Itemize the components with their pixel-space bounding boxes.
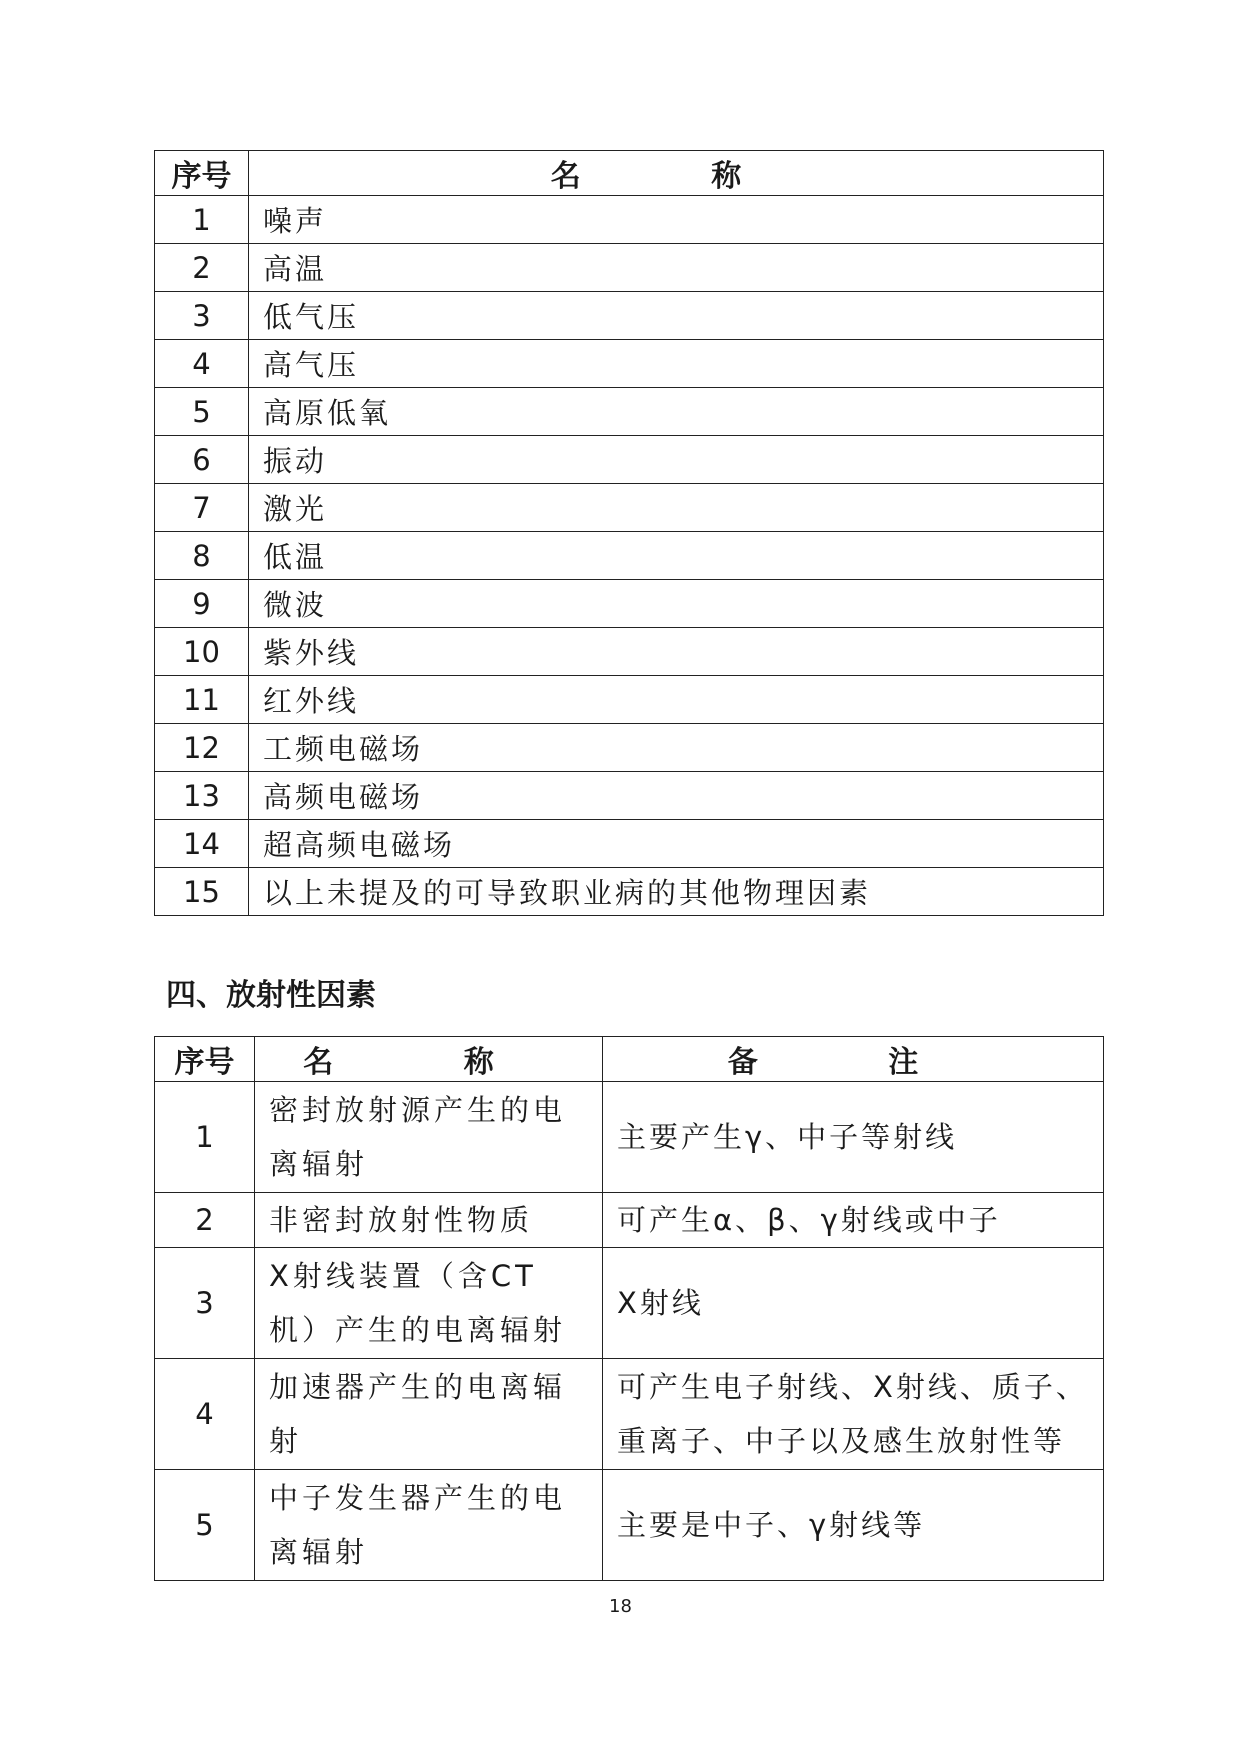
table-row	[155, 1248, 1104, 1359]
row-index: 7	[155, 484, 249, 532]
row-note: 主要是中子、γ射线等	[603, 1470, 1104, 1581]
table-row	[155, 1359, 1104, 1470]
table-row	[155, 772, 1104, 820]
table-header-row	[155, 1037, 1104, 1082]
header-name: 名 称	[249, 151, 1104, 196]
table-row	[155, 340, 1104, 388]
row-name: 高频电磁场	[249, 772, 1104, 820]
row-note: 主要产生γ、中子等射线	[603, 1082, 1104, 1193]
header-index: 序号	[155, 151, 249, 196]
row-index: 1	[155, 1082, 255, 1193]
table-row	[155, 868, 1104, 916]
row-name: 振动	[249, 436, 1104, 484]
row-index: 2	[155, 244, 249, 292]
row-index: 4	[155, 340, 249, 388]
row-note: 可产生α、β、γ射线或中子	[603, 1193, 1104, 1248]
table-row	[155, 244, 1104, 292]
row-index: 5	[155, 1470, 255, 1581]
table-row	[155, 628, 1104, 676]
table-header-row	[155, 151, 1104, 196]
table-row	[155, 724, 1104, 772]
table-row	[155, 196, 1104, 244]
table-row	[155, 1470, 1104, 1581]
header-name: 名 称	[255, 1037, 603, 1082]
row-name: 非密封放射性物质	[255, 1193, 603, 1248]
row-name: 激光	[249, 484, 1104, 532]
row-name: 高气压	[249, 340, 1104, 388]
section-heading: 四、放射性因素	[166, 978, 376, 1013]
table-row	[155, 436, 1104, 484]
row-name: 高原低氧	[249, 388, 1104, 436]
row-index: 12	[155, 724, 249, 772]
header-index: 序号	[155, 1037, 255, 1082]
row-name: 低气压	[249, 292, 1104, 340]
row-index: 6	[155, 436, 249, 484]
row-index: 8	[155, 532, 249, 580]
row-name: 红外线	[249, 676, 1104, 724]
row-index: 14	[155, 820, 249, 868]
row-index: 4	[155, 1359, 255, 1470]
page-number: 18	[609, 1596, 632, 1617]
radioactive-factors-table	[154, 1036, 1104, 1581]
row-index: 5	[155, 388, 249, 436]
row-index: 13	[155, 772, 249, 820]
row-index: 10	[155, 628, 249, 676]
row-index: 11	[155, 676, 249, 724]
row-note: 可产生电子射线、X射线、质子、重离子、中子以及感生放射性等	[603, 1359, 1104, 1470]
row-name: 高温	[249, 244, 1104, 292]
row-name: 加速器产生的电离辐射	[255, 1359, 603, 1470]
table-row	[155, 676, 1104, 724]
table-row	[155, 1082, 1104, 1193]
row-name: 密封放射源产生的电离辐射	[255, 1082, 603, 1193]
row-index: 9	[155, 580, 249, 628]
row-index: 3	[155, 292, 249, 340]
row-index: 15	[155, 868, 249, 916]
row-index: 3	[155, 1248, 255, 1359]
physical-factors-table	[154, 150, 1104, 916]
table-row	[155, 388, 1104, 436]
row-index: 1	[155, 196, 249, 244]
row-note: X射线	[603, 1248, 1104, 1359]
row-name: 紫外线	[249, 628, 1104, 676]
row-name: 以上未提及的可导致职业病的其他物理因素	[249, 868, 1104, 916]
row-name: 中子发生器产生的电离辐射	[255, 1470, 603, 1581]
row-index: 2	[155, 1193, 255, 1248]
row-name: 工频电磁场	[249, 724, 1104, 772]
table-row	[155, 292, 1104, 340]
table-row	[155, 484, 1104, 532]
row-name: 超高频电磁场	[249, 820, 1104, 868]
row-name: 微波	[249, 580, 1104, 628]
row-name: 低温	[249, 532, 1104, 580]
row-name: X射线装置（含CT机）产生的电离辐射	[255, 1248, 603, 1359]
header-note: 备 注	[603, 1037, 1104, 1082]
table-row	[155, 580, 1104, 628]
table-row	[155, 532, 1104, 580]
table-row	[155, 820, 1104, 868]
row-name: 噪声	[249, 196, 1104, 244]
table-row	[155, 1193, 1104, 1248]
